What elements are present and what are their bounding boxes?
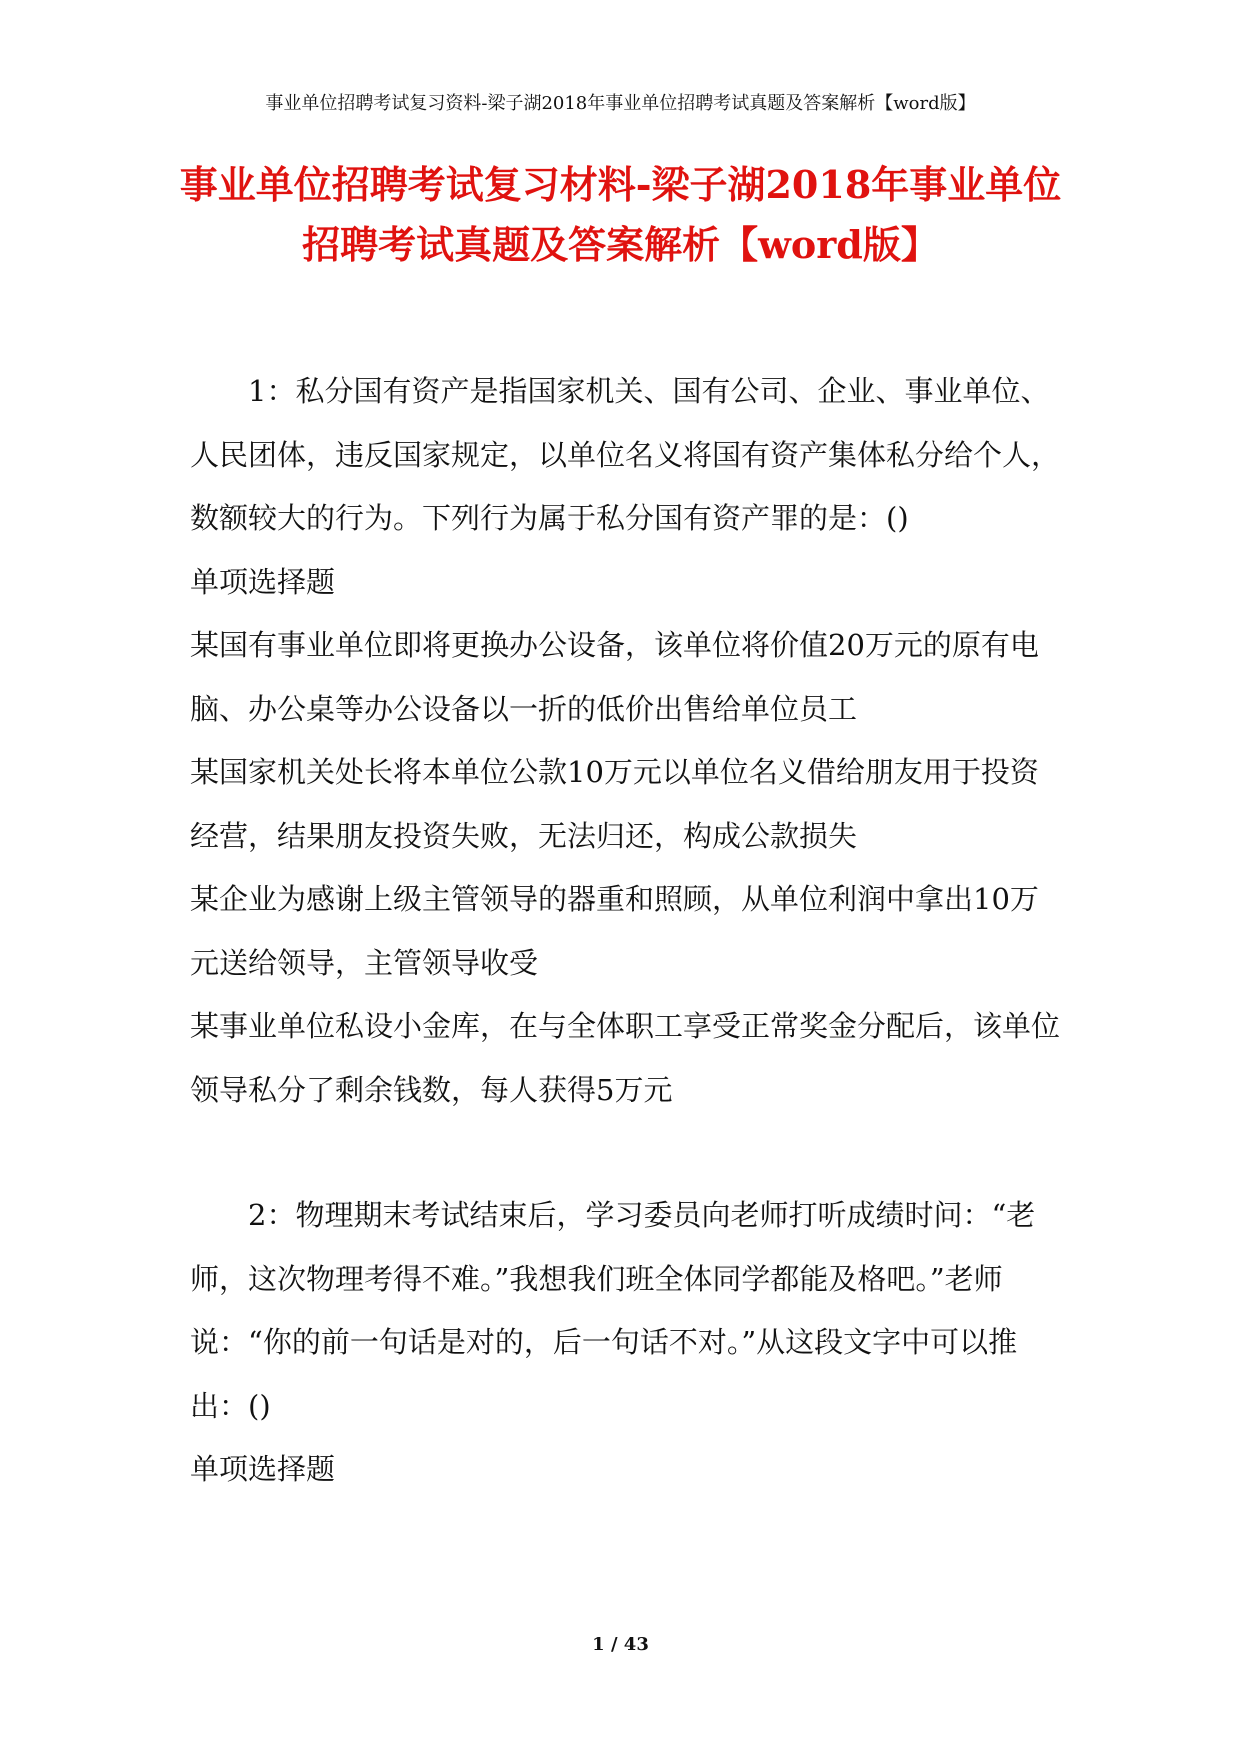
question-2: [190, 1184, 1060, 1502]
page-number: 1 / 43: [592, 1634, 649, 1655]
question-type: 单项选择题: [190, 1452, 336, 1486]
option-item: 某事业单位私设小金库，在与全体职工享受正常奖金分配后，该单位领导私分了剩余钱数，每人获得5万元: [190, 1009, 1061, 1107]
option-item: 某国有事业单位即将更换办公设备，该单位将价值20万元的原有电脑、办公桌等办公设备以一折的低价出售给单位员工: [190, 628, 1039, 726]
question-text: 2：物理期末考试结束后，学习委员向老师打听成绩时问：“老师，这次物理考得不难。”我想我们班全体同学都能及格吧。”老师说：“你的前一句话是对的，后一句话不对。”从这段文字中可以推出：(): [190, 1198, 1036, 1423]
option-list: [190, 614, 1060, 1122]
document-title: [150, 155, 1091, 275]
running-header: 事业单位招聘考试复习资料-梁子湖2018年事业单位招聘考试真题及答案解析【word版】: [265, 93, 976, 114]
question-1: [190, 360, 1060, 1122]
question-type: 单项选择题: [190, 564, 336, 599]
option-item: 某国家机关处长将本单位公款10万元以单位名义借给朋友用于投资经营，结果朋友投资失败，无法归还，构成公款损失: [190, 755, 1039, 853]
document-title-line-2: 招聘考试真题及答案解析【word版】: [302, 222, 939, 267]
document-title-line-1: 事业单位招聘考试复习材料-梁子湖2018年事业单位: [179, 162, 1062, 207]
option-item: 某企业为感谢上级主管领导的器重和照顾，从单位利润中拿出10万元送给领导，主管领导收受: [190, 882, 1039, 980]
document-body: [190, 360, 1060, 1502]
question-text: 1：私分国有资产是指国家机关、国有公司、企业、事业单位、人民团体，违反国家规定，以单位名义将国有资产集体私分给个人，数额较大的行为。下列行为属于私分国有资产罪的是：(): [190, 374, 1061, 535]
